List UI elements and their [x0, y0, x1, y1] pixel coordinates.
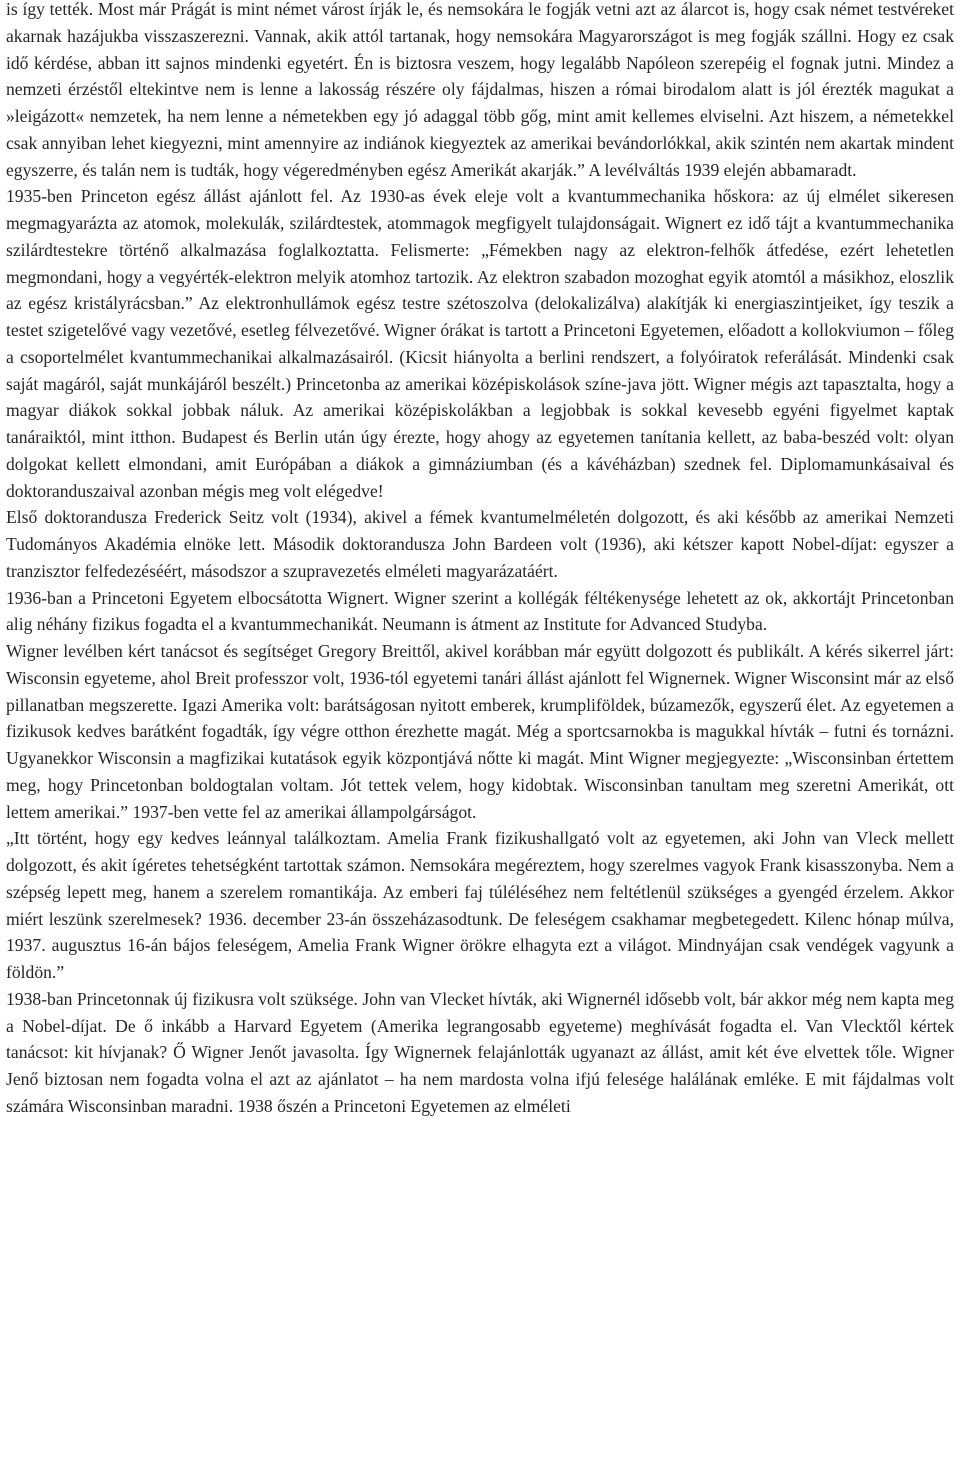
paragraph-amelia-frank: „Itt történt, hogy egy kedves leánnyal találkoztam. Amelia Frank fizikushallgató volt az egyetemen, aki John van Vleck mellett dolgozott, és akit ígéretes tehetségként tartottak számon. Nemsokára megéreztem, hogy szerelmes vagyok Frank kisasszonyba. Nem a szépség lepett meg, hanem a szerelem romantikája. Az emberi faj túléléséhez nem feltétlenül szükséges a gyengéd érzelem. Akkor miért leszünk szerelmesek? 1936. december 23-án összeházasodtunk. De feleségem csakhamar megbetegedett. Kilenc hónap múlva, 1937. augusztus 16-án bájos feleségem, Amelia Frank Wigner örökre elhagyta ezt a világot. Mindnyájan csak vendégek vagyunk a földön.” — [6, 828, 954, 982]
paragraph-wisconsin: Wigner levélben kért tanácsot és segítséget Gregory Breittől, akivel korábban már együtt dolgozott és publikált. A kérés sikerrel járt: Wisconsin egyeteme, ahol Breit professzor volt, 1936-tól egyetemi tanári állást ajánlott fel Wignernek. Wigner Wisconsint már az első pillanatban megszerette. Igazi Amerika volt: barátságosan nyitott emberek, krumpliföldek, búzamezők, egyszerű élet. Az egyetemen a fizikusok kedves barátként fogadták, így végre otthon érezhette magát. Még a sportcsarnokba is magukkal hívták – futni és tornázni. Ugyanekkor Wisconsin a magfizikai kutatások egyik központjává nőtte ki magát. Mint Wigner megjegyezte: „Wisconsinban értettem meg, hogy Princetonban boldogtalan voltam. Jót tettek velem, hogy kidobtak. Wisconsinban tanultam meg szeretni Amerikát, ott lettem amerikai.” 1937-ben vette fel az amerikai állampolgárságot. — [6, 641, 954, 822]
paragraph-prague-letter: is így tették. Most már Prágát is mint német várost írják le, és nemsokára le fogják vetni azt az álarcot is, hogy csak német testvéreket akarnak hazájukba visszaszerezni. Vannak, akik attól tartanak, hogy nemsokára Magyarországot is meg fogják szállni. Hogy ez csak idő kérdése, abban itt sajnos mindenki egyetért. Én is biztosra veszem, hogy legalább Napóleon szerepéig el fognak jutni. Mindez a nemzeti érzéstől eltekintve nem is lenne a lakosság részére oly fájdalmas, hiszen a római birodalom alatt is jól érezték magukat a »leigázott« nemzetek, ha nem lenne a németekben egy jó adaggal több gőg, mint amit kellemes elviselni. Azt hiszem, a németekkel csak annyiban lehet kiegyezni, mint amennyire az indiánok kiegyeztek az amerikai bevándorlókkal, akik szintén nem akartak mindent egyszerre, és talán nem is tudták, hogy végeredményben egész Amerikát akarják.” A levélváltás 1939 elején abbamaradt. — [6, 0, 954, 180]
paragraph-doctoral-students: Első doktorandusza Frederick Seitz volt (1934), akivel a fémek kvantumelméletén dolgozott, és aki később az amerikai Nemzeti Tudományos Akadémia elnöke lett. Második doktorandusza John Bardeen volt (1936), aki kétszer kapott Nobel-díjat: egyszer a tranzisztor felfedezéséért, másodszor a szupravezetés elméleti magyarázatáért. — [6, 507, 954, 581]
paragraph-princeton-dismissal: 1936-ban a Princetoni Egyetem elbocsátotta Wignert. Wigner szerint a kollégák féltékenysége lehetett az ok, akkortájt Princetonban alig néhány fizikus fogadta el a kvantummechanikát. Neumann is átment az Institute for Advanced Studyba. — [6, 587, 954, 635]
document-page — [6, 0, 954, 1120]
paragraph-princeton-1938: 1938-ban Princetonnak új fizikusra volt szüksége. John van Vlecket hívták, aki Wignernél idősebb volt, bár akkor még nem kapta meg a Nobel-díjat. De ő inkább a Harvard Egyetem (Amerika legrangosabb egyeteme) meghívását fogadta el. Van Vlecktől kértek tanácsot: kit hívjanak? Ő Wigner Jenőt javasolta. Így Wignernek felajánlották ugyanazt az állást, amit két éve elvettek tőle. Wigner Jenő biztosan nem fogadta volna el azt az ajánlatot – ha nem mardosta volna ifjú felesége halálának emléke. E mit fájdalmas volt számára Wisconsinban maradni. 1938 őszén a Princetoni Egyetemen az elméleti — [6, 988, 954, 1116]
paragraph-princeton-1935: 1935-ben Princeton egész állást ajánlott fel. Az 1930-as évek eleje volt a kvantummechanika hőskora: az új elmélet sikeresen megmagyarázta az atomok, molekulák, szilárdtestek, atommagok megfigyelt tulajdonságait. Wignert ez idő tájt a kvantummechanika szilárdtestekre történő alkalmazása foglalkoztatta. Felismerte: „Fémekben nagy az elektron-felhők átfedése, ezért lehetetlen megmondani, hogy a vegyérték-elektron melyik atomhoz tartozik. Az elektron szabadon mozoghat egyik atomtól a másikhoz, eloszlik az egész kristályrácsban.” Az elektronhullámok egész testre szétoszolva (delokalizálva) alakítják ki energiaszintjeiket, így teszik a testet szigetelővé vagy vezetővé, esetleg félvezetővé. Wigner órákat is tartott a Princetoni Egyetemen, előadott a kollokviumon – főleg a csoportelmélet kvantummechanikai alkalmazásairól. (Kicsit hiányolta a berlini rendszert, a folyóiratok referálását. Mindenki csak saját magáról, saját munkájáról beszélt.) Princetonba az amerikai középiskolások színe-java jött. Wigner mégis azt tapasztalta, hogy a magyar diákok sokkal jobbak náluk. Az amerikai középiskolákban a legjobbak is sokkal kevesebb egyéni figyelmet kaptak tanáraiktól, mint itthon. Budapest és Berlin után úgy érezte, hogy ahogy az egyetemen tanítania kellett, az baba-beszéd volt: olyan dolgokat kellett elmondani, amit Európában a diákok a gimnáziumban (és a kávéházban) szednek fel. Diplomamunkásaival és doktoranduszaival azonban mégis meg volt elégedve! — [6, 186, 954, 501]
